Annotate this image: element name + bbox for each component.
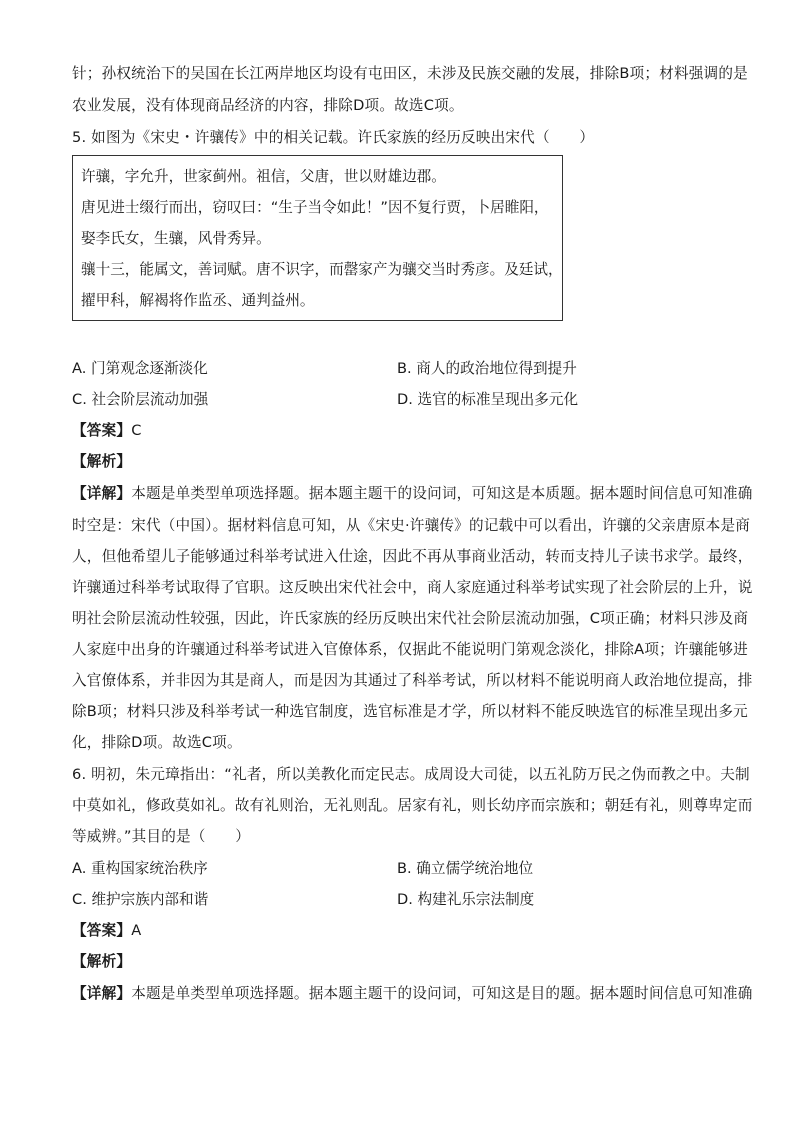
quote-line: 唐见进士缀行而出，窃叹曰：“生子当令如此！”因不复行贾，卜居睢阳， (81, 199, 549, 216)
detail-line: 人家庭中出身的许骧通过科举考试进入官僚体系，仅据此不能说明门第观念淡化，排除A项；许骧能够进 (72, 641, 748, 658)
detail-tag: 【详解】 (72, 985, 132, 1002)
detail-text: 本题是单类型单项选择题。据本题主题干的设问词，可知这是目的题。据本题时间信息可知准确 (131, 985, 753, 1002)
quote-line: 骧十三，能属文，善词赋。唐不识字，而罄家产为骧交当时秀彦。及廷试， (81, 261, 563, 278)
answer-tag: 【答案】 (72, 422, 132, 439)
detail-line: 人，但他希望儿子能够通过科举考试进入仕途，因此不再从事商业活动，转而支持儿子读书求学。最终， (72, 548, 753, 565)
question-5-stem: 5. 如图为《宋史・许骧传》中的相关记载。许氏家族的经历反映出宋代（ ） (72, 129, 595, 146)
question-6-stem: 等威辨。”其目的是（ ） (72, 828, 250, 845)
detail-line: 除B项；材料只涉及科举考试一种选官制度，选官标准是才学，所以材料不能反映选官的标准呈现出多元 (72, 703, 748, 720)
detail-line: 化，排除D项。故选C项。 (72, 734, 242, 751)
detail-line (72, 484, 753, 504)
option-a: A. 重构国家统治秩序 (72, 860, 208, 877)
analysis-line (72, 952, 722, 972)
answer-value: A (131, 922, 142, 939)
quote-box (72, 155, 563, 321)
analysis-tag: 【解析】 (72, 953, 132, 970)
paragraph-line: 针；孙权统治下的吴国在长江两岸地区均设有屯田区，未涉及民族交融的发展，排除B项；材料强调的是 (72, 65, 748, 82)
option-d: D. 构建礼乐宗法制度 (397, 891, 535, 908)
detail-line: 时空是：宋代（中国）。据材料信息可知，从《宋史·许骧传》的记载中可以看出，许骧的父亲唐原本是商 (72, 517, 751, 534)
question-6-stem: 中莫如礼，修政莫如礼。故有礼则治，无礼则乱。居家有礼，则长幼序而宗族和；朝廷有礼，则尊卑定而 (72, 797, 753, 814)
option-b: B. 商人的政治地位得到提升 (397, 360, 577, 377)
analysis-line (72, 452, 722, 472)
option-d: D. 选官的标准呈现出多元化 (397, 391, 579, 408)
option-c: C. 社会阶层流动加强 (72, 391, 209, 408)
question-6-stem: 6. 明初，朱元璋指出：“礼者，所以美教化而定民志。成周设大司徒，以五礼防万民之伪而教之中。夫制 (72, 766, 750, 783)
detail-line: 明社会阶层流动性较强，因此，许氏家族的经历反映出宋代社会阶层流动加强，C项正确；材料只涉及商 (72, 610, 749, 627)
answer-value: C (131, 422, 142, 439)
option-a: A. 门第观念逐渐淡化 (72, 360, 208, 377)
detail-line: 入官僚体系，并非因为其是商人，而是因为其通过了科举考试，所以材料不能说明商人政治地位提高，排 (72, 672, 753, 689)
detail-line (72, 984, 753, 1004)
option-b: B. 确立儒学统治地位 (397, 860, 534, 877)
analysis-tag: 【解析】 (72, 453, 132, 470)
detail-tag: 【详解】 (72, 485, 132, 502)
answer-tag: 【答案】 (72, 922, 132, 939)
answer-line (72, 421, 722, 441)
quote-line: 许骧，字允升，世家蓟州。祖信，父唐，世以财雄边郡。 (81, 168, 446, 185)
answer-line (72, 921, 722, 941)
quote-line: 娶李氏女，生骧，风骨秀异。 (81, 230, 271, 247)
detail-line: 许骧通过科举考试取得了官职。这反映出宋代社会中，商人家庭通过科举考试实现了社会阶层的上升，说 (72, 579, 753, 596)
option-c: C. 维护宗族内部和谐 (72, 891, 209, 908)
quote-line: 擢甲科，解褐将作监丞、通判益州。 (81, 292, 315, 309)
detail-text: 本题是单类型单项选择题。据本题主题干的设问词，可知这是本质题。据本题时间信息可知准确 (131, 485, 753, 502)
paragraph-line: 农业发展，没有体现商品经济的内容，排除D项。故选C项。 (72, 97, 464, 114)
